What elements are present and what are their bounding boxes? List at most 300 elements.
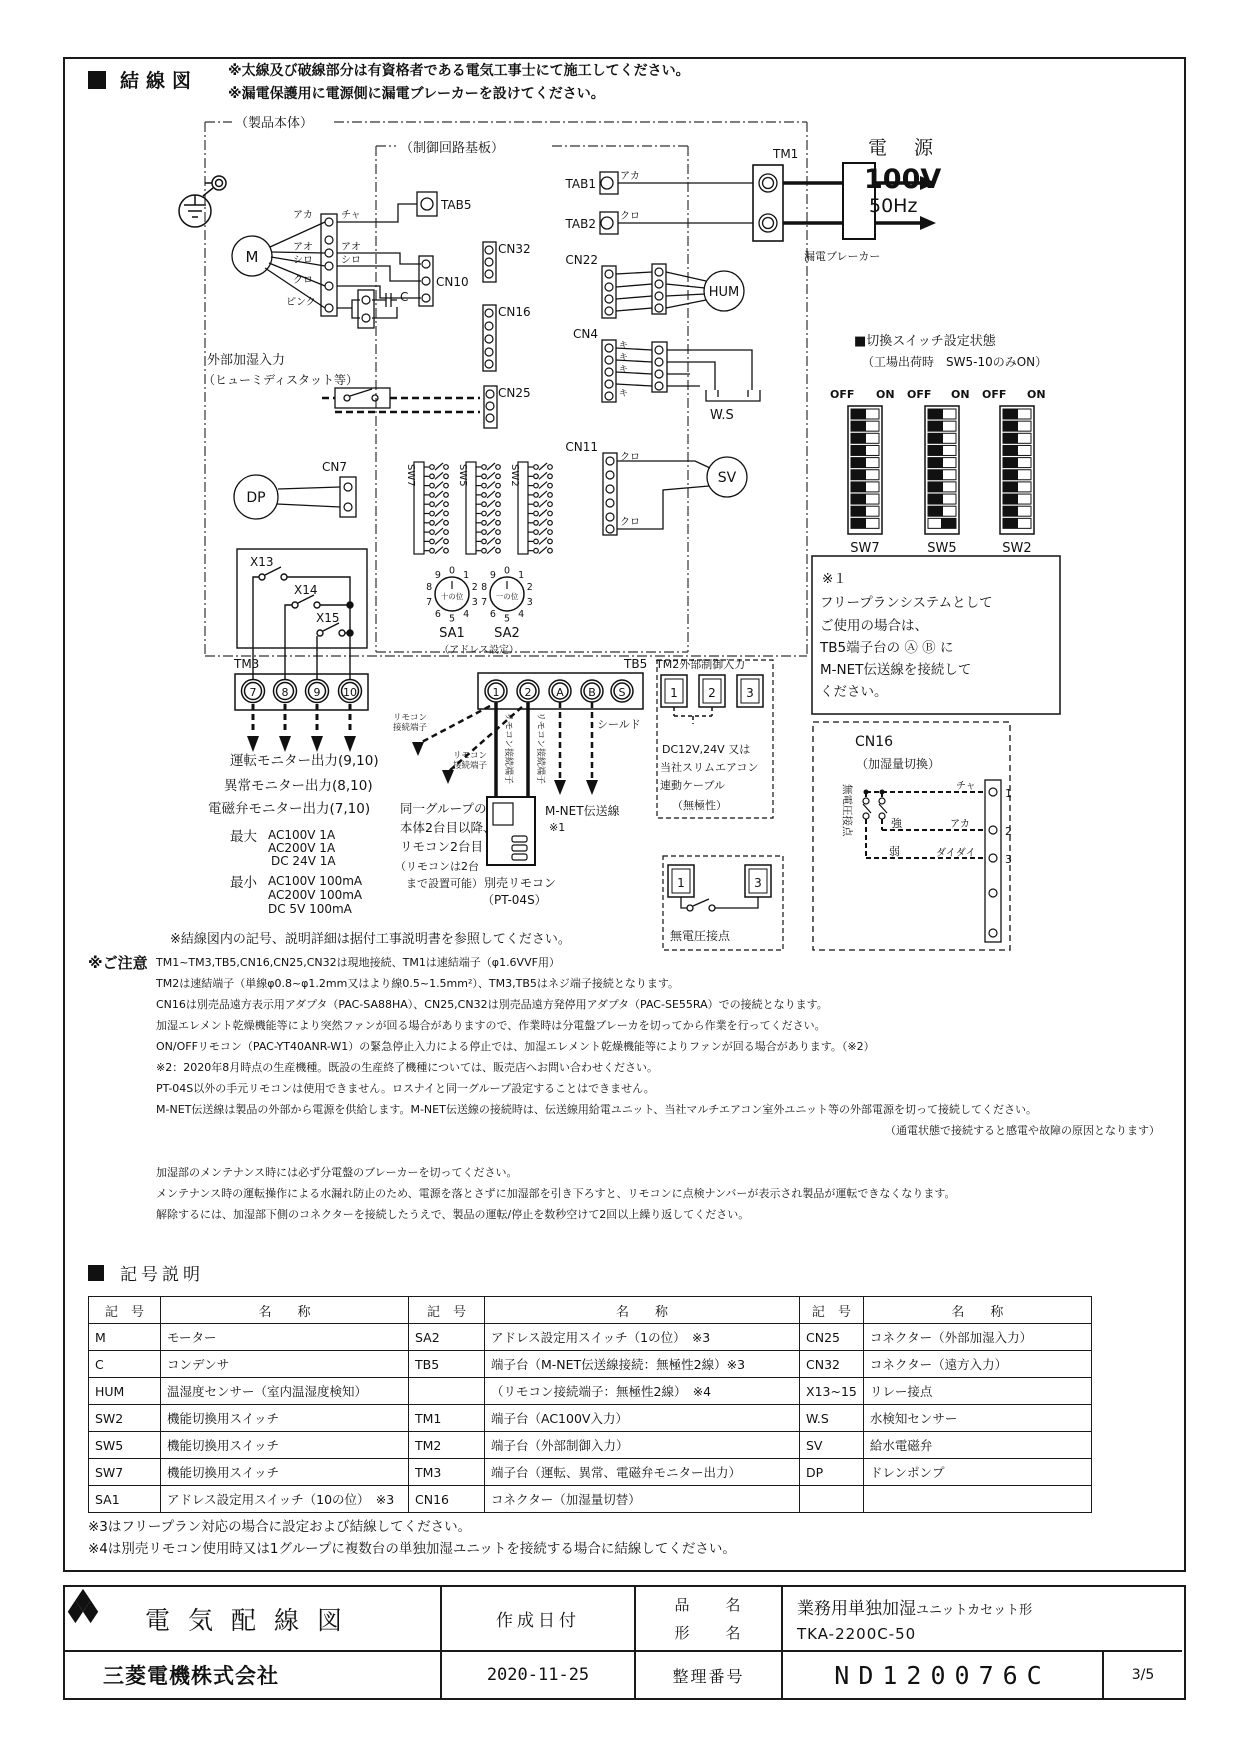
label-cap: C [400,290,409,304]
pin [606,457,614,465]
pin [605,307,613,315]
group-line-1: 同一グループの [400,801,487,816]
symbol-table-header: 記 号 [800,1297,864,1324]
dip-handle [928,433,943,443]
symbol-table-row [89,1432,1092,1459]
out-min-1: AC100V 100mA [268,874,363,888]
dip-handle [1003,433,1018,443]
product-name-label: 品 名 [674,1596,743,1615]
out-line3: 電磁弁モニター出力(7,10) [208,801,371,817]
label-wire-shiro1: シロ [293,255,313,266]
cn16box-pin1: 1 [1005,787,1012,800]
dip-handle [1003,458,1018,468]
pin [655,304,663,312]
pin [655,382,663,390]
symbol-name-cell: ドレンポンプ [863,1459,1091,1486]
dip-bank-SW5 [925,406,959,534]
symbol-table [88,1296,1092,1513]
tb5-t1: 1 [492,686,500,699]
symbol-code-cell: CN25 [800,1324,864,1351]
label-cn25: CN25 [498,386,531,400]
label-wire-kuro: クロ [293,275,313,286]
label-ws: W.S [710,408,734,423]
remocon-vert-1: リモコン接続端子 [503,712,513,785]
pin [605,295,613,303]
symbol-name-cell: 端子台（M-NET伝送線接続：無極性2線）※3 [485,1351,800,1378]
tab5-connector [417,192,437,216]
header-note-1: ※太線及び破線部分は有資格者である電気工事士にて施工してください。 [228,63,690,79]
pin [606,525,614,533]
symbol-code-cell: W.S [800,1405,864,1432]
product-name: 業務用単独加湿 [797,1599,916,1619]
switch-ladder [414,462,448,554]
dip-bank-SW7 [848,406,882,534]
dip-off-1: OFF [830,388,855,401]
label-tab2: TAB2 [565,217,596,231]
ref-note: ※結線図内の記号、説明詳細は据付工事説明書を参照してください。 [170,932,571,947]
pin [655,358,663,366]
header-note-2: ※漏電保護用に電源側に漏電ブレーカーを設けてください。 [228,86,605,102]
pin [606,513,614,521]
cn16box-daidai: ダイダイ [936,848,976,859]
symbol-table-row [89,1405,1092,1432]
dip-title: ■切換スイッチ設定状態 [854,334,996,349]
symbol-code-cell: CN16 [409,1486,485,1513]
symbol-name-cell: 端子台（AC100V入力） [485,1405,800,1432]
caution-note-line: TM1~TM3,TB5,CN16,CN25,CN32は現地接続、TM1は速結端子（φ1.6VVF用） [156,956,560,969]
label-cn11: CN11 [565,440,598,454]
symbol-name-cell: コンデンサ [161,1351,409,1378]
creation-date: 2020-11-25 [440,1650,634,1698]
dip-handle [928,506,943,516]
dip-handle [928,470,943,480]
symbol-code-cell: SA2 [409,1324,485,1351]
dip-handle [941,518,956,528]
symbol-table-header: 名 称 [863,1297,1091,1324]
symbol-name-cell: 水検知センサー [863,1405,1091,1432]
rotary-digit: 3 [526,596,533,608]
remote-screen [493,803,513,825]
label-ext2: （ヒューミディスタット等） [203,373,359,387]
pin [605,283,613,291]
ws-bracket [706,390,760,401]
note1-line-2: ご使用の場合は、 [820,618,928,634]
label-wire-aka: アカ [293,210,313,221]
caution-note-line: 解除するには、加湿部下側のコネクターを接続したうえで、製品の運転/停止を数秒空けて2回以上繰り返してください。 [156,1208,750,1221]
pin [485,360,493,368]
label-ext1: 外部加湿入力 [207,353,286,368]
note1-line-3: TB5端子台の Ⓐ Ⓑ に [820,640,954,656]
page-number: 3/5 [1102,1650,1182,1698]
label-x13: X13 [250,555,274,569]
symbol-table-row [89,1459,1092,1486]
symbol-table-header: 記 号 [409,1297,485,1324]
tm2-desc-1: DC12V,24V 又は [662,743,751,756]
ladder-label-sw5: SW5 [457,464,468,487]
rotary-digit: 4 [518,608,525,620]
label-wire-ao1: アオ [293,242,313,253]
label-wire-ao2: アオ [341,242,361,253]
pin [655,268,663,276]
pin [344,483,352,491]
ref-number: ND120076C [781,1650,1102,1698]
pin [605,368,613,376]
label-hum: HUM [708,285,740,300]
footnote-3: ※3はフリープラン対応の場合に設定および結線してください。 [88,1519,472,1535]
label-product-body: （製品本体） [235,116,314,131]
pin [485,270,493,278]
rotary-digit: 7 [426,596,433,608]
label-ki-3: キ [619,365,629,375]
symbol-code-cell [800,1486,864,1513]
external-humid-input [322,388,480,412]
symbol-code-cell: M [89,1324,161,1351]
dip-handle [851,433,866,443]
symbol-table-row [89,1351,1092,1378]
pin [485,348,493,356]
symbol-table-row [89,1486,1092,1513]
symbol-code-cell: C [89,1351,161,1378]
pin [605,270,613,278]
out-max-2: AC200V 1A [268,841,336,855]
pin [485,309,493,317]
out-min-3: DC 5V 100mA [268,902,352,916]
label-tab1: TAB1 [565,177,596,191]
remocon-arrow1b: 接続端子 [393,723,428,733]
pin [422,277,430,285]
symbol-code-cell: HUM [89,1378,161,1405]
label-freq: 50Hz [869,195,918,217]
label-cn4: CN4 [573,327,598,341]
dry-label: 無電圧接点 [670,929,731,943]
dip-label-sw7: SW7 [850,541,880,556]
label-voltage: 100V [864,164,942,195]
pin [485,335,493,343]
dry-t1: 1 [677,876,685,890]
label-sa1: SA1 [439,626,465,641]
label-tm1: TM1 [773,147,799,161]
power-arrow-icon [920,216,936,230]
dip-handle [928,494,943,504]
symbol-table-header: 名 称 [161,1297,409,1324]
rotary-digit: 3 [471,596,478,608]
remote-name: 別売リモコン [484,876,557,890]
pin [325,249,333,257]
footnote-4: ※4は別売リモコン使用時又は1グループに複数台の単独加湿ユニットを接続する場合に結線してください。 [88,1541,736,1557]
table-footnotes [88,1516,736,1560]
out-max-3: DC 24V 1A [271,854,336,868]
product-cell [781,1587,1182,1650]
pin [485,246,493,254]
label-dp: DP [246,490,266,506]
symbol-code-cell: X13~15 [800,1378,864,1405]
tm2-desc-2: 当社スリムエアコン [660,761,759,774]
remote-model: （PT-04S） [482,893,547,907]
dip-bank-SW2 [1000,406,1034,534]
dip-handle [851,506,866,516]
symbol-code-cell: TM2 [409,1432,485,1459]
tm3-t8: 8 [281,686,289,699]
symbol-name-cell: アドレス設定用スイッチ（1の位） ※3 [485,1324,800,1351]
label-cn16: CN16 [498,305,531,319]
product-name-suffix: ユニットカセット形 [916,1603,1033,1618]
group-line-2: 本体2台目以降、 [400,820,496,835]
dip-off-3: OFF [982,388,1007,401]
rotary-digit: 4 [463,608,470,620]
dip-handle [851,458,866,468]
pin [655,280,663,288]
note1-line-0: ※１ [822,571,847,587]
label-shield: シールド [597,718,641,731]
caution-note-line: ON/OFFリモコン（PAC-YT40ANR-W1）の緊急停止入力による停止では、加湿エレメント乾燥機能等によりファンが回る場合があります。（※2） [156,1040,875,1053]
pin [606,485,614,493]
dip-handle [1003,506,1018,516]
dip-handle [928,421,943,431]
remocon-vert-2: リモコン接続端子 [535,712,545,785]
dip-handle [851,409,866,419]
label-ki-4: キ [619,389,629,399]
out-min-label: 最小 [230,875,257,891]
dip-handle [1003,518,1018,528]
symbol-name-cell: 端子台（運転、異常、電磁弁モニター出力） [485,1459,800,1486]
pin [362,296,370,304]
symbol-code-cell [409,1378,485,1405]
label-ki-2: キ [619,353,629,363]
cn16box-cha: チャ [956,781,976,792]
tm2-desc-3: 連動ケーブル [660,779,726,792]
symbol-name-cell: 給水電磁弁 [863,1432,1091,1459]
tm2-desc-4: （無極性） [672,799,727,812]
caution-note-line: 加湿部のメンテナンス時には必ず分電盤のブレーカーを切ってください。 [156,1166,518,1179]
label-sv: SV [717,470,737,486]
label-sa-caption: （アドレス設定） [439,645,519,656]
label-cn10: CN10 [436,275,469,289]
mnet-ref: ※1 [549,821,566,834]
tm2-t2: 2 [708,686,716,700]
symbol-name-cell: 機能切換用スイッチ [161,1405,409,1432]
pin [325,236,333,244]
rotary-digit: 2 [471,582,478,594]
pin [422,294,430,302]
symbol-table-row [89,1378,1092,1405]
label-sa1-inner: 十の位 [440,592,464,601]
rotary-digit: 8 [426,582,433,594]
label-ki-1: キ [619,341,629,351]
pin [485,322,493,330]
symbol-code-cell: SW2 [89,1405,161,1432]
dip-handle [851,445,866,455]
symbol-code-cell: DP [800,1459,864,1486]
rotary-digit: 8 [481,582,488,594]
cn16box-strong: 強 [891,817,902,830]
cn16box-vert: 無電圧接点 [841,784,853,837]
dip-handle [1003,470,1018,480]
label-x14: X14 [294,583,318,597]
label-kuro-cn11a: クロ [620,452,640,463]
tb5-ts: S [618,686,626,699]
caution-note-line: PT-04S以外の手元リモコンは使用できません。ロスナイと同一グループ設定することはできません。 [156,1082,655,1095]
cn16box-pin3: 3 [1005,853,1012,866]
label-wire-shiro2: シロ [341,255,361,266]
company-name: 三菱電機株式会社 [103,1664,279,1688]
cn16box-pin2: 2 [1005,825,1012,838]
pin [486,390,494,398]
pin [655,292,663,300]
dip-handle [928,482,943,492]
dip-switch-panel [848,406,1034,534]
pin [325,262,333,270]
control-board-boundary [376,146,688,652]
tm2-t1: 1 [670,686,678,700]
caution-head: ※ご注意 [88,954,148,972]
mnet-label: M-NET伝送線 [545,804,620,818]
symbol-code-cell: SW5 [89,1432,161,1459]
dip-handle [851,470,866,480]
dip-handle [928,445,943,455]
switch-ladder [518,462,552,554]
tm2-label: TM2外部制御入力 [656,658,746,671]
label-control-board: （制御回路基板） [400,141,505,156]
ground-icon [179,176,226,227]
caution-note-line: M-NET伝送線は製品の外部から電源を供給します。M-NET伝送線の接続時は、伝送線用給電ユニット、当社マルチエアコン室外ユニット等の外部電源を切って接続してください。 [156,1103,1037,1116]
label-tm3: TM3 [234,657,260,671]
dip-handle [1003,421,1018,431]
dip-handle [1003,445,1018,455]
pin [655,346,663,354]
pin [325,304,333,312]
pin [344,503,352,511]
dip-handle [928,458,943,468]
out-min-2: AC200V 100mA [268,888,363,902]
symbol-name-cell: 端子台（外部制御入力） [485,1432,800,1459]
rotary-digit: 5 [503,613,511,625]
tb5-t2: 2 [524,686,532,699]
rotary-digit: 0 [503,565,511,577]
function-switch-banks [414,462,552,554]
tb5-tb: B [588,686,596,699]
model-number: TKA-2200C-50 [797,1625,917,1643]
date-label: 作成日付 [440,1587,634,1650]
pin [422,260,430,268]
label-x15: X15 [316,611,340,625]
cn16box-aka: アカ [950,819,970,830]
pin [606,471,614,479]
label-wire-kuro-tab2: クロ [620,211,640,222]
symbol-name-cell: 機能切換用スイッチ [161,1432,409,1459]
pin [362,314,370,322]
out-max-1: AC100V 1A [268,828,336,842]
pin [325,218,333,226]
model-name-label: 形 名 [674,1623,743,1642]
caution-notes [88,952,1168,1225]
pin [655,370,663,378]
label-wire-cha: チャ [341,210,361,221]
group-line-3: リモコン2台目 [400,839,483,854]
caution-note-line: （通電状態で接続すると感電や故障の原因となります） [885,1124,1160,1137]
symbol-table-row [89,1324,1092,1351]
ladder-label-sw2: SW2 [509,464,520,487]
rotary-digit: 6 [434,608,441,620]
name-labels [634,1587,781,1650]
label-sa2-inner: 一の位 [495,592,519,601]
label-kuro-cn11b: クロ [620,517,640,528]
pin [606,499,614,507]
symbol-table-header: 名 称 [485,1297,800,1324]
symbol-name-cell: 機能切換用スイッチ [161,1459,409,1486]
pin [605,392,613,400]
symbol-table-header: 記 号 [89,1297,161,1324]
rotary-digit: 9 [489,570,496,582]
caution-note-line: メンテナンス時の運転操作による水漏れ防止のため、電源を落とさずに加湿部を引き下ろすと、リモコンに点検ナンバーが表示され製品が運転できなくなります。 [156,1187,956,1200]
group-line-5: まで設置可能） [395,877,483,890]
tm2-external-input [657,660,773,818]
label-breaker: 漏電ブレーカー [804,250,881,263]
ladder-label-sw7: SW7 [405,464,416,487]
label-motor: M [245,248,259,266]
rotary-digit: 0 [448,565,456,577]
legend-bullet-icon [88,1265,104,1281]
remocon-arrow2b: 接続端子 [453,761,488,771]
dip-label-sw2: SW2 [1002,541,1032,556]
pin [485,258,493,266]
tm3-t10: 10 [343,686,357,699]
rotary-digit: 7 [481,596,488,608]
tb5-ta: A [556,686,564,699]
symbol-name-cell: リレー接点 [863,1378,1091,1405]
symbol-legend-title [88,1260,204,1285]
caution-note-line: ※2：2020年8月時点の生産機種。既設の生産終了機種については、販売店へお問い合わせください。 [156,1061,658,1074]
tm1-terminal-block [753,165,783,241]
cn16box-subtitle: （加湿量切換） [856,757,941,771]
rotary-digit: 2 [526,582,533,594]
label-tab5: TAB5 [441,198,472,212]
symbol-code-cell: SV [800,1432,864,1459]
symbol-code-cell: TM1 [409,1405,485,1432]
dip-on-1: ON [876,388,895,401]
legend-title-text: 記号説明 [120,1265,204,1285]
symbol-name-cell: コネクター（加湿量切替） [485,1486,800,1513]
remocon-arrow2a: リモコン [453,751,488,761]
dip-handle [928,409,943,419]
symbol-name-cell: アドレス設定用スイッチ（10の位） ※3 [161,1486,409,1513]
label-sa2: SA2 [494,626,520,641]
pin [605,356,613,364]
pin [605,344,613,352]
label-cn32: CN32 [498,242,531,256]
title-block [63,1585,1186,1700]
caution-note-line: CN16は別売品遠方表示用アダプタ（PAC-SA88HA）、CN25,CN32は別売品遠方発停用アダプタ（PAC-SE55RA）での接続となります。 [156,998,828,1011]
note1-line-1: フリープランシステムとして [820,595,993,611]
rotary-digit: 1 [463,570,470,582]
dip-label-sw5: SW5 [927,541,957,556]
note1-line-4: M-NET伝送線を接続して [820,662,972,678]
pin [486,402,494,410]
board-connectors-left [417,192,497,428]
out-max-label: 最大 [230,829,257,845]
dry-t3: 3 [754,876,762,890]
section-title-text: 結線図 [120,70,199,92]
symbol-name-cell: 温湿度センサー（室内温湿度検知） [161,1378,409,1405]
dip-handle [851,494,866,504]
symbol-code-cell: TB5 [409,1351,485,1378]
dip-handle [1003,494,1018,504]
symbol-name-cell: （リモコン接続端子：無極性2線） ※4 [485,1378,800,1405]
label-cn22: CN22 [565,253,598,267]
symbol-name-cell: コネクター（外部加湿入力） [863,1324,1091,1351]
label-power: 電 源 [868,137,938,159]
symbol-code-cell: TM3 [409,1459,485,1486]
doc-title: 電気配線図 [144,1605,360,1635]
